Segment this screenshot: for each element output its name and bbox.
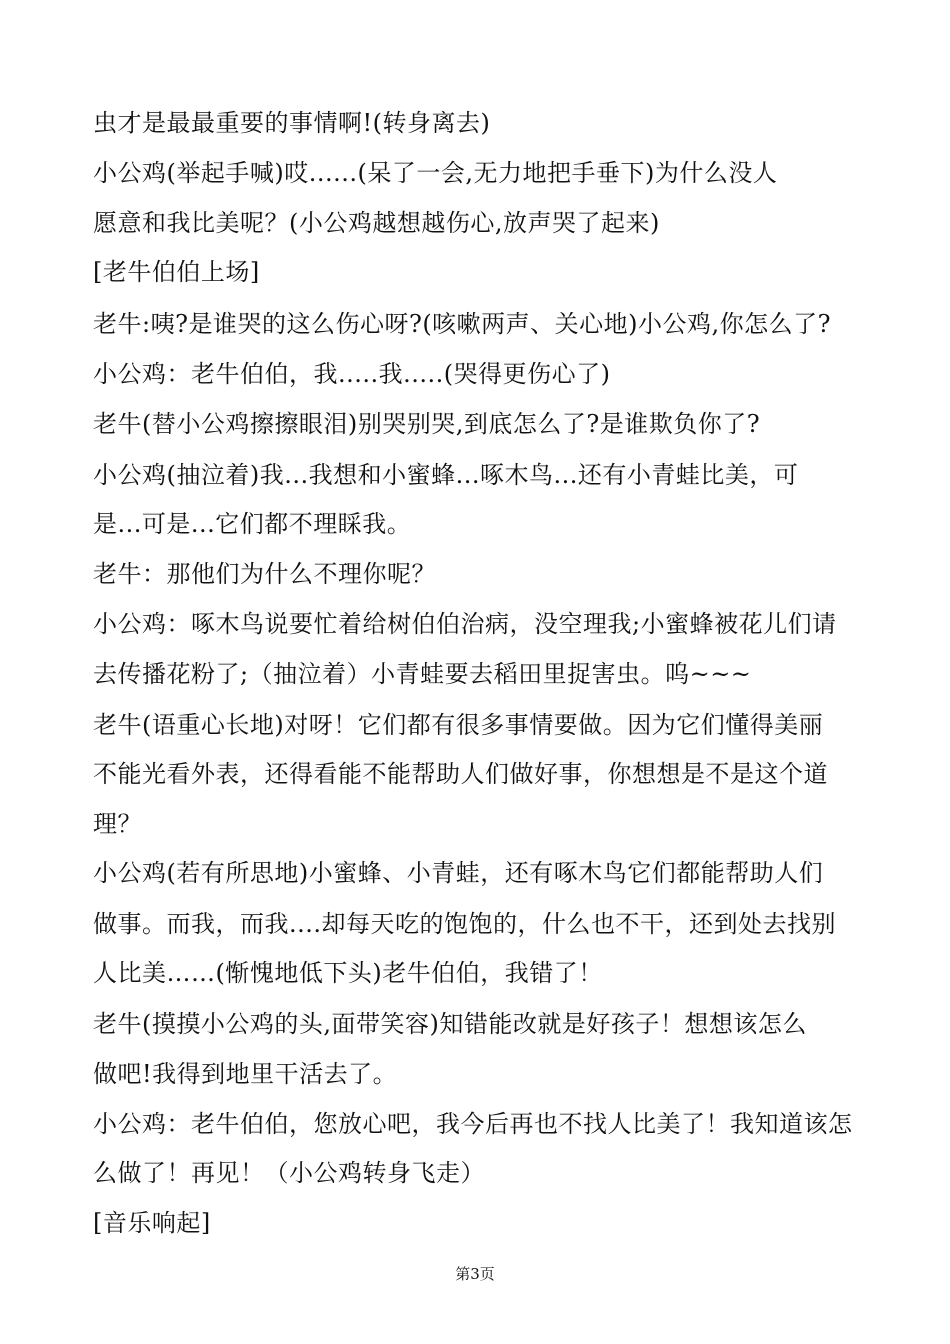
stage-direction: [老牛伯伯上场] [93, 258, 260, 286]
text-line: 老牛:咦?是谁哭的这么伤心呀?(咳嗽两声、关心地)小公鸡,你怎么了? [93, 310, 832, 338]
text-line: 愿意和我比美呢？(小公鸡越想越伤心,放声哭了起来) [93, 209, 660, 237]
text-line: 老牛：那他们为什么不理你呢？ [93, 560, 436, 588]
text-line: 么做了！再见！（小公鸡转身飞走） [93, 1159, 485, 1187]
text-line: 不能光看外表，还得看能不能帮助人们做好事，你想想是不是这个道 [93, 760, 828, 788]
text-line: 小公鸡：啄木鸟说要忙着给树伯伯治病，没空理我;小蜜蜂被花儿们请 [93, 610, 837, 638]
text-line: 做事。而我，而我....却每天吃的饱饱的，什么也不干，还到处去找别 [93, 910, 837, 938]
text-line: 做吧!我得到地里干活去了。 [93, 1060, 398, 1088]
text-line: 老牛(语重心长地)对呀！它们都有很多事情要做。因为它们懂得美丽 [93, 711, 824, 739]
text-line: 小公鸡(举起手喊)哎......(呆了一会,无力地把手垂下)为什么没人 [93, 159, 778, 187]
text-line: 人比美……(惭愧地低下头)老牛伯伯，我错了！ [93, 959, 603, 987]
text-line: 虫才是最最重要的事情啊!(转身离去) [93, 109, 491, 137]
text-line: 去传播花粉了;（抽泣着）小青蛙要去稻田里捉害虫。呜~~~ [93, 660, 752, 688]
page-number: 第3页 [455, 1265, 495, 1283]
stage-direction: [音乐响起] [93, 1209, 211, 1237]
text-line: 小公鸡(抽泣着)我...我想和小蜜蜂...啄木鸟...还有小青蛙比美，可 [93, 461, 799, 489]
text-line: 小公鸡(若有所思地)小蜜蜂、小青蛙，还有啄木鸟它们都能帮助人们 [93, 859, 824, 887]
text-line: 理？ [93, 810, 142, 838]
text-line: 老牛(摸摸小公鸡的头,面带笑容)知错能改就是好孩子！想想该怎么 [93, 1010, 807, 1038]
text-line: 是...可是...它们都不理睬我。 [93, 510, 412, 538]
text-line: 小公鸡：老牛伯伯，您放心吧，我今后再也不找人比美了！我知道该怎 [93, 1110, 853, 1138]
text-line: 小公鸡：老牛伯伯，我.....我.....(哭得更伤心了) [93, 360, 611, 388]
text-line: 老牛(替小公鸡擦擦眼泪)别哭别哭,到底怎么了?是谁欺负你了? [93, 410, 761, 438]
